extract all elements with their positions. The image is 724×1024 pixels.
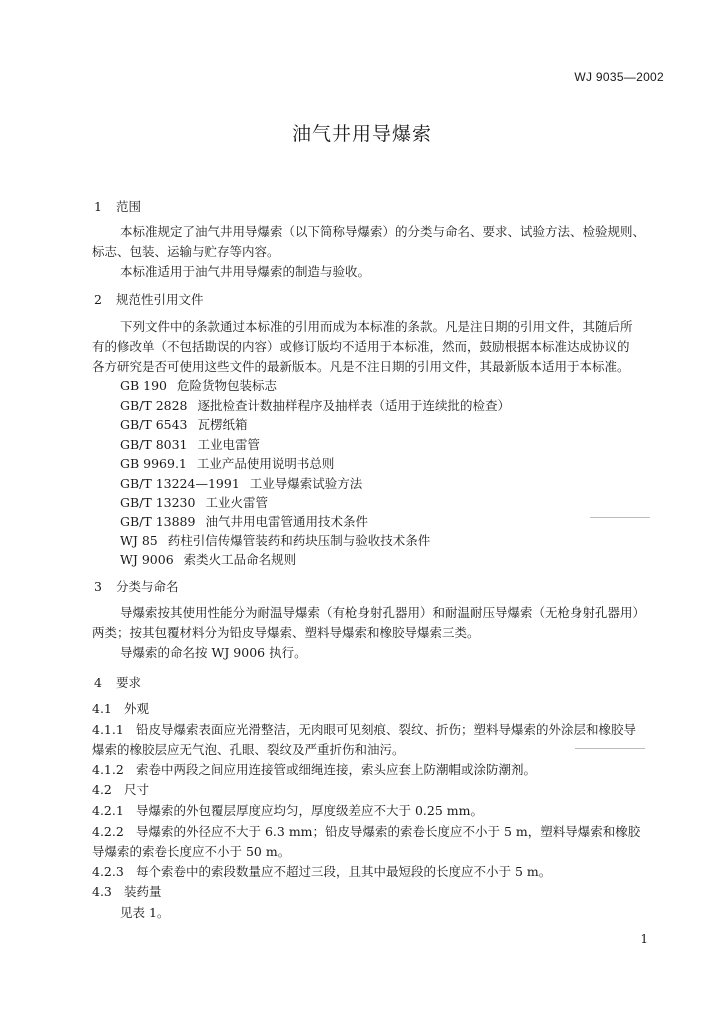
clause-4-2-2 bbox=[92, 822, 640, 840]
subsection-title: 尺寸 bbox=[124, 782, 150, 797]
reference-code: GB 9969.1 bbox=[120, 456, 187, 471]
reference-item bbox=[120, 435, 260, 453]
reference-code: GB/T 8031 bbox=[120, 437, 188, 452]
reference-item bbox=[120, 493, 268, 511]
section-number: 4 bbox=[94, 675, 102, 690]
reference-item bbox=[120, 396, 510, 414]
subsection-title: 装药量 bbox=[124, 884, 162, 899]
reference-code: GB/T 2828 bbox=[120, 398, 188, 413]
page-number: 1 bbox=[640, 932, 648, 946]
standard-code: WJ 9035—2002 bbox=[574, 70, 664, 84]
paragraph-line: 导爆索按其使用性能分为耐温导爆索（有枪身射孔器用）和耐温耐压导爆索（无枪身射孔器用） bbox=[120, 605, 646, 620]
subsection-4-2-heading bbox=[92, 780, 149, 798]
clause-text: 导爆索的外径应不大于 6.3 mm；铅皮导爆索的索卷长度应不小于 5 m，塑料导爆索和橡胶 bbox=[136, 824, 641, 839]
reference-title: 工业导爆索试验方法 bbox=[249, 476, 363, 491]
page-title: 油气井用导爆索 bbox=[291, 123, 432, 145]
subsection-number: 4.3 bbox=[92, 884, 112, 899]
reference-title: 工业火雷管 bbox=[205, 495, 268, 510]
reference-item bbox=[120, 512, 368, 530]
clause-text: 每个索卷中的索段数量应不超过三段，且其中最短段的长度应不小于 5 m。 bbox=[136, 864, 552, 879]
subsection-4-3-heading bbox=[92, 882, 162, 900]
clause-4-2-3 bbox=[92, 862, 551, 880]
scan-artifact bbox=[590, 517, 650, 518]
reference-item bbox=[120, 531, 430, 549]
clause-number: 4.2.2 bbox=[92, 824, 124, 839]
subsection-title: 外观 bbox=[124, 701, 150, 716]
reference-title: 工业产品使用说明书总则 bbox=[196, 456, 335, 471]
reference-item bbox=[120, 415, 248, 433]
subsection-number: 4.2 bbox=[92, 782, 112, 797]
clause-number: 4.2.3 bbox=[92, 864, 124, 879]
reference-code: GB/T 13224—1991 bbox=[120, 476, 240, 491]
section-2-heading bbox=[94, 290, 204, 308]
reference-code: GB/T 6543 bbox=[120, 417, 188, 432]
clause-text: 铅皮导爆索表面应光滑整洁，无肉眼可见刻痕、裂纹、折伤；塑料导爆索的外涂层和橡胶导 bbox=[136, 722, 637, 737]
section-1-heading bbox=[94, 197, 141, 215]
section-4-heading bbox=[94, 673, 141, 691]
reference-code: WJ 85 bbox=[120, 533, 158, 548]
reference-title: 危险货物包装标志 bbox=[177, 378, 278, 393]
reference-title: 油气井用电雷管通用技术条件 bbox=[205, 514, 368, 529]
section-title: 要求 bbox=[116, 675, 142, 690]
clause-4-2-1 bbox=[92, 801, 483, 819]
section-number: 1 bbox=[94, 199, 102, 214]
section-3-heading bbox=[94, 577, 179, 595]
clause-number: 4.2.1 bbox=[92, 803, 124, 818]
reference-item bbox=[120, 550, 296, 568]
scan-artifact bbox=[575, 748, 645, 749]
reference-item bbox=[120, 474, 362, 492]
paragraph-line: 下列文件中的条款通过本标准的引用而成为本标准的条款。凡是注日期的引用文件，其随后所 bbox=[120, 319, 633, 334]
section-title: 范围 bbox=[116, 199, 142, 214]
paragraph-line: 见表 1。 bbox=[120, 905, 170, 920]
reference-code: GB/T 13889 bbox=[120, 514, 196, 529]
reference-code: GB/T 13230 bbox=[120, 495, 196, 510]
reference-title: 药柱引信传爆管装药和药块压制与验收技术条件 bbox=[167, 533, 431, 548]
paragraph-line: 导爆索的索卷长度应不小于 50 m。 bbox=[92, 844, 291, 859]
subsection-number: 4.1 bbox=[92, 701, 112, 716]
reference-item bbox=[120, 454, 334, 472]
section-title: 规范性引用文件 bbox=[116, 292, 204, 307]
clause-text: 索卷中两段之间应用连接管或细绳连接，索头应套上防潮帽或涂防潮剂。 bbox=[136, 762, 537, 777]
paragraph-line: 标志、包装、运输与贮存等内容。 bbox=[92, 244, 280, 259]
paragraph-line: 各方研究是否可使用这些文件的最新版本。凡是不注日期的引用文件，其最新版本适用于本标准。 bbox=[92, 359, 630, 374]
clause-4-1-2 bbox=[92, 760, 536, 778]
reference-title: 工业电雷管 bbox=[197, 437, 261, 452]
paragraph-line: 两类；按其包覆材料分为铅皮导爆索、塑料导爆索和橡胶导爆索三类。 bbox=[92, 625, 480, 640]
clause-number: 4.1.1 bbox=[92, 722, 124, 737]
reference-code: GB 190 bbox=[120, 378, 168, 393]
paragraph-line: 导爆索的命名按 WJ 9006 执行。 bbox=[120, 645, 307, 660]
clause-text: 导爆索的外包覆层厚度应均匀，厚度级差应不大于 0.25 mm。 bbox=[136, 803, 483, 818]
paragraph-line: 有的修改单（不包括勘误的内容）或修订版均不适用于本标准，然而，鼓励根据本标准达成协议的 bbox=[92, 339, 630, 354]
reference-item bbox=[120, 376, 277, 394]
section-title: 分类与命名 bbox=[116, 579, 179, 594]
paragraph-line: 本标准规定了油气井用导爆索（以下简称导爆索）的分类与命名、要求、试验方法、检验规则、 bbox=[120, 224, 646, 239]
clause-4-1-1 bbox=[92, 720, 636, 738]
reference-title: 逐批检查计数抽样程序及抽样表（适用于连续批的检查） bbox=[197, 398, 511, 413]
reference-code: WJ 9006 bbox=[120, 552, 174, 567]
section-number: 2 bbox=[94, 292, 102, 307]
section-number: 3 bbox=[94, 579, 102, 594]
subsection-4-1-heading bbox=[92, 699, 149, 717]
reference-title: 瓦楞纸箱 bbox=[197, 417, 248, 432]
paragraph-line: 爆索的橡胶层应无气泡、孔眼、裂纹及严重折伤和油污。 bbox=[92, 742, 405, 757]
reference-title: 索类火工品命名规则 bbox=[183, 552, 297, 567]
paragraph-line: 本标准适用于油气井用导爆索的制造与验收。 bbox=[120, 264, 371, 279]
clause-number: 4.1.2 bbox=[92, 762, 124, 777]
